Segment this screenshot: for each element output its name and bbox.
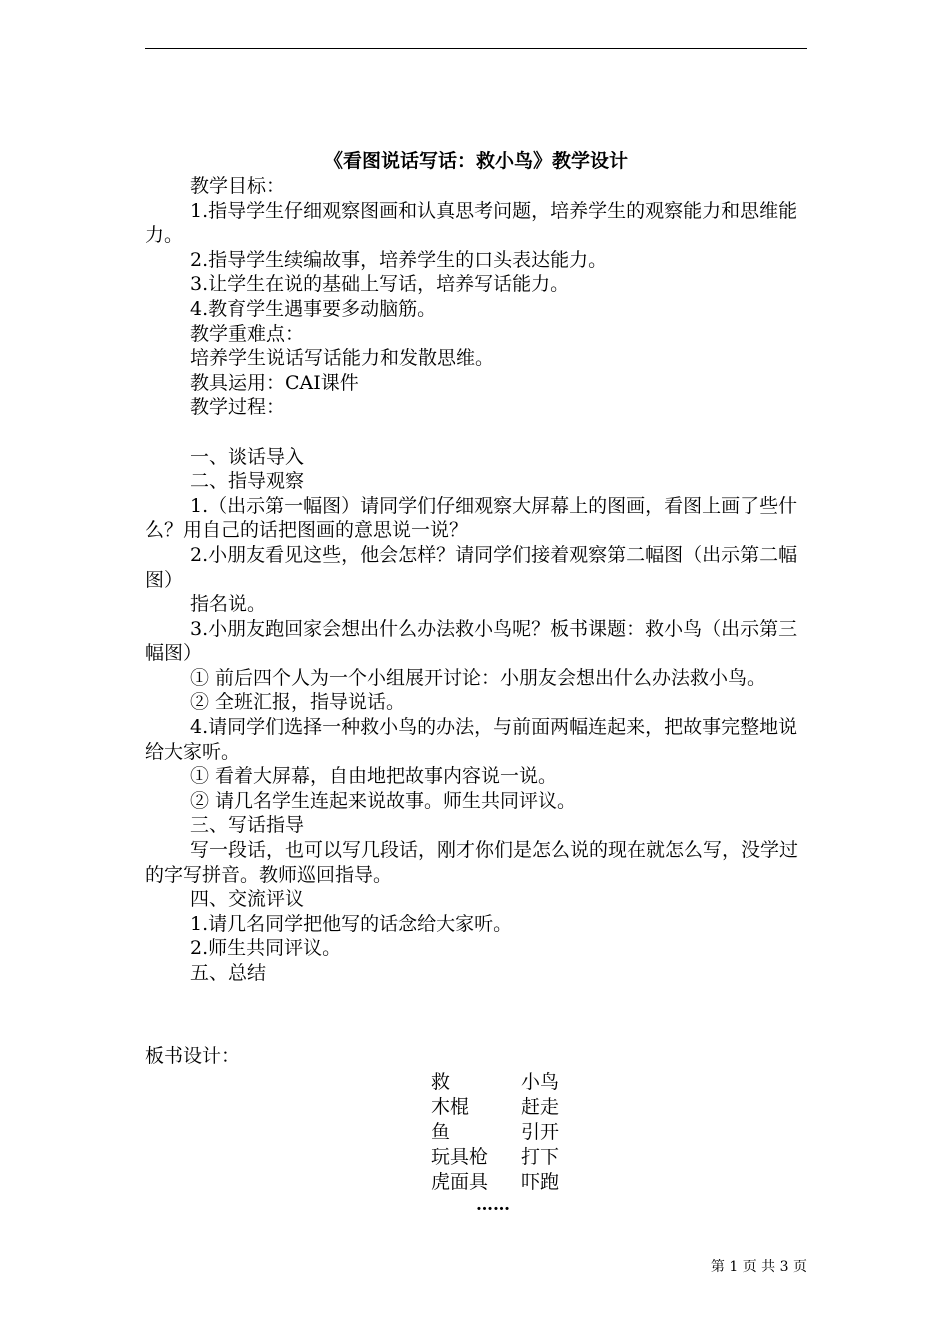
paragraph: 1.请几名同学把他写的话念给大家听。 — [190, 912, 513, 935]
board-cell-right: 引开 — [521, 1121, 560, 1143]
document-title: 《看图说话写话：救小鸟》教学设计 — [323, 150, 628, 172]
paragraph: 指名说。 — [190, 593, 267, 616]
board-ellipsis: …… — [476, 1195, 510, 1215]
board-cell-right: 小鸟 — [521, 1071, 560, 1093]
paragraph: 培养学生说话写话能力和发散思维。 — [190, 347, 495, 370]
paragraph: 2.师生共同评议。 — [190, 937, 342, 960]
blank-line — [145, 420, 807, 445]
document-body — [145, 174, 807, 986]
paragraph: 三、写话指导 — [190, 814, 305, 837]
board-cell-left: 玩具枪 — [431, 1146, 489, 1168]
board-design-label: 板书设计： — [145, 1045, 241, 1067]
paragraph: 二、指导观察 — [190, 470, 305, 493]
board-cell-right: 吓跑 — [521, 1171, 560, 1193]
paragraph: 4.请同学们选择一种救小鸟的办法，与前面两幅连起来，把故事完整地说给大家听。 — [145, 716, 798, 763]
paragraph: 教学过程： — [190, 396, 286, 419]
paragraph: 2.小朋友看见这些，他会怎样？请同学们接着观察第二幅图（出示第二幅图） — [145, 543, 798, 591]
paragraph: 四、交流评议 — [190, 888, 305, 911]
board-cell-left: 鱼 — [431, 1121, 451, 1143]
board-cell-left: 虎面具 — [431, 1171, 489, 1193]
paragraph: 教学目标： — [190, 175, 286, 197]
paragraph: ② 全班汇报，指导说话。 — [190, 691, 406, 714]
paragraph: 一、谈话导入 — [190, 445, 305, 468]
paragraph: ① 看着大屏幕，自由地把故事内容说一说。 — [190, 765, 558, 788]
paragraph: 教学重难点： — [190, 322, 305, 345]
paragraph: ② 请几名学生连起来说故事。师生共同评议。 — [190, 789, 577, 812]
paragraph: 写一段话，也可以写几段话，刚才你们是怎么说的现在就怎么写，没学过的字写拼音。教师巡回指导。 — [145, 839, 799, 886]
board-cell-left: 救 — [431, 1071, 451, 1093]
paragraph: 1.（出示第一幅图）请同学们仔细观察大屏幕上的图画，看图上画了些什么？用自己的话把图画的意思说一说？ — [145, 494, 798, 542]
paragraph: 1.指导学生仔细观察图画和认真思考问题，培养学生的观察能力和思维能力。 — [145, 199, 798, 247]
board-cell-right: 赶走 — [521, 1096, 560, 1118]
paragraph: ① 前后四个人为一个小组展开讨论：小朋友会想出什么办法救小鸟。 — [190, 666, 767, 689]
paragraph: 3.让学生在说的基础上写话，培养写话能力。 — [190, 273, 570, 296]
header-rule — [145, 48, 807, 49]
paragraph: 五、总结 — [190, 962, 267, 984]
page-number-footer: 第 1 页 共 3 页 — [710, 1259, 807, 1275]
board-cell-left: 木棍 — [431, 1096, 470, 1118]
paragraph: 2.指导学生续编故事，培养学生的口头表达能力。 — [190, 248, 608, 271]
paragraph: 4.教育学生遇事要多动脑筋。 — [190, 297, 437, 320]
paragraph: 3.小朋友跑回家会想出什么办法救小鸟呢？板书课题：救小鸟（出示第三幅图） — [145, 617, 798, 665]
board-cell-right: 打下 — [521, 1146, 560, 1168]
paragraph: 教具运用：CAI课件 — [190, 371, 359, 394]
